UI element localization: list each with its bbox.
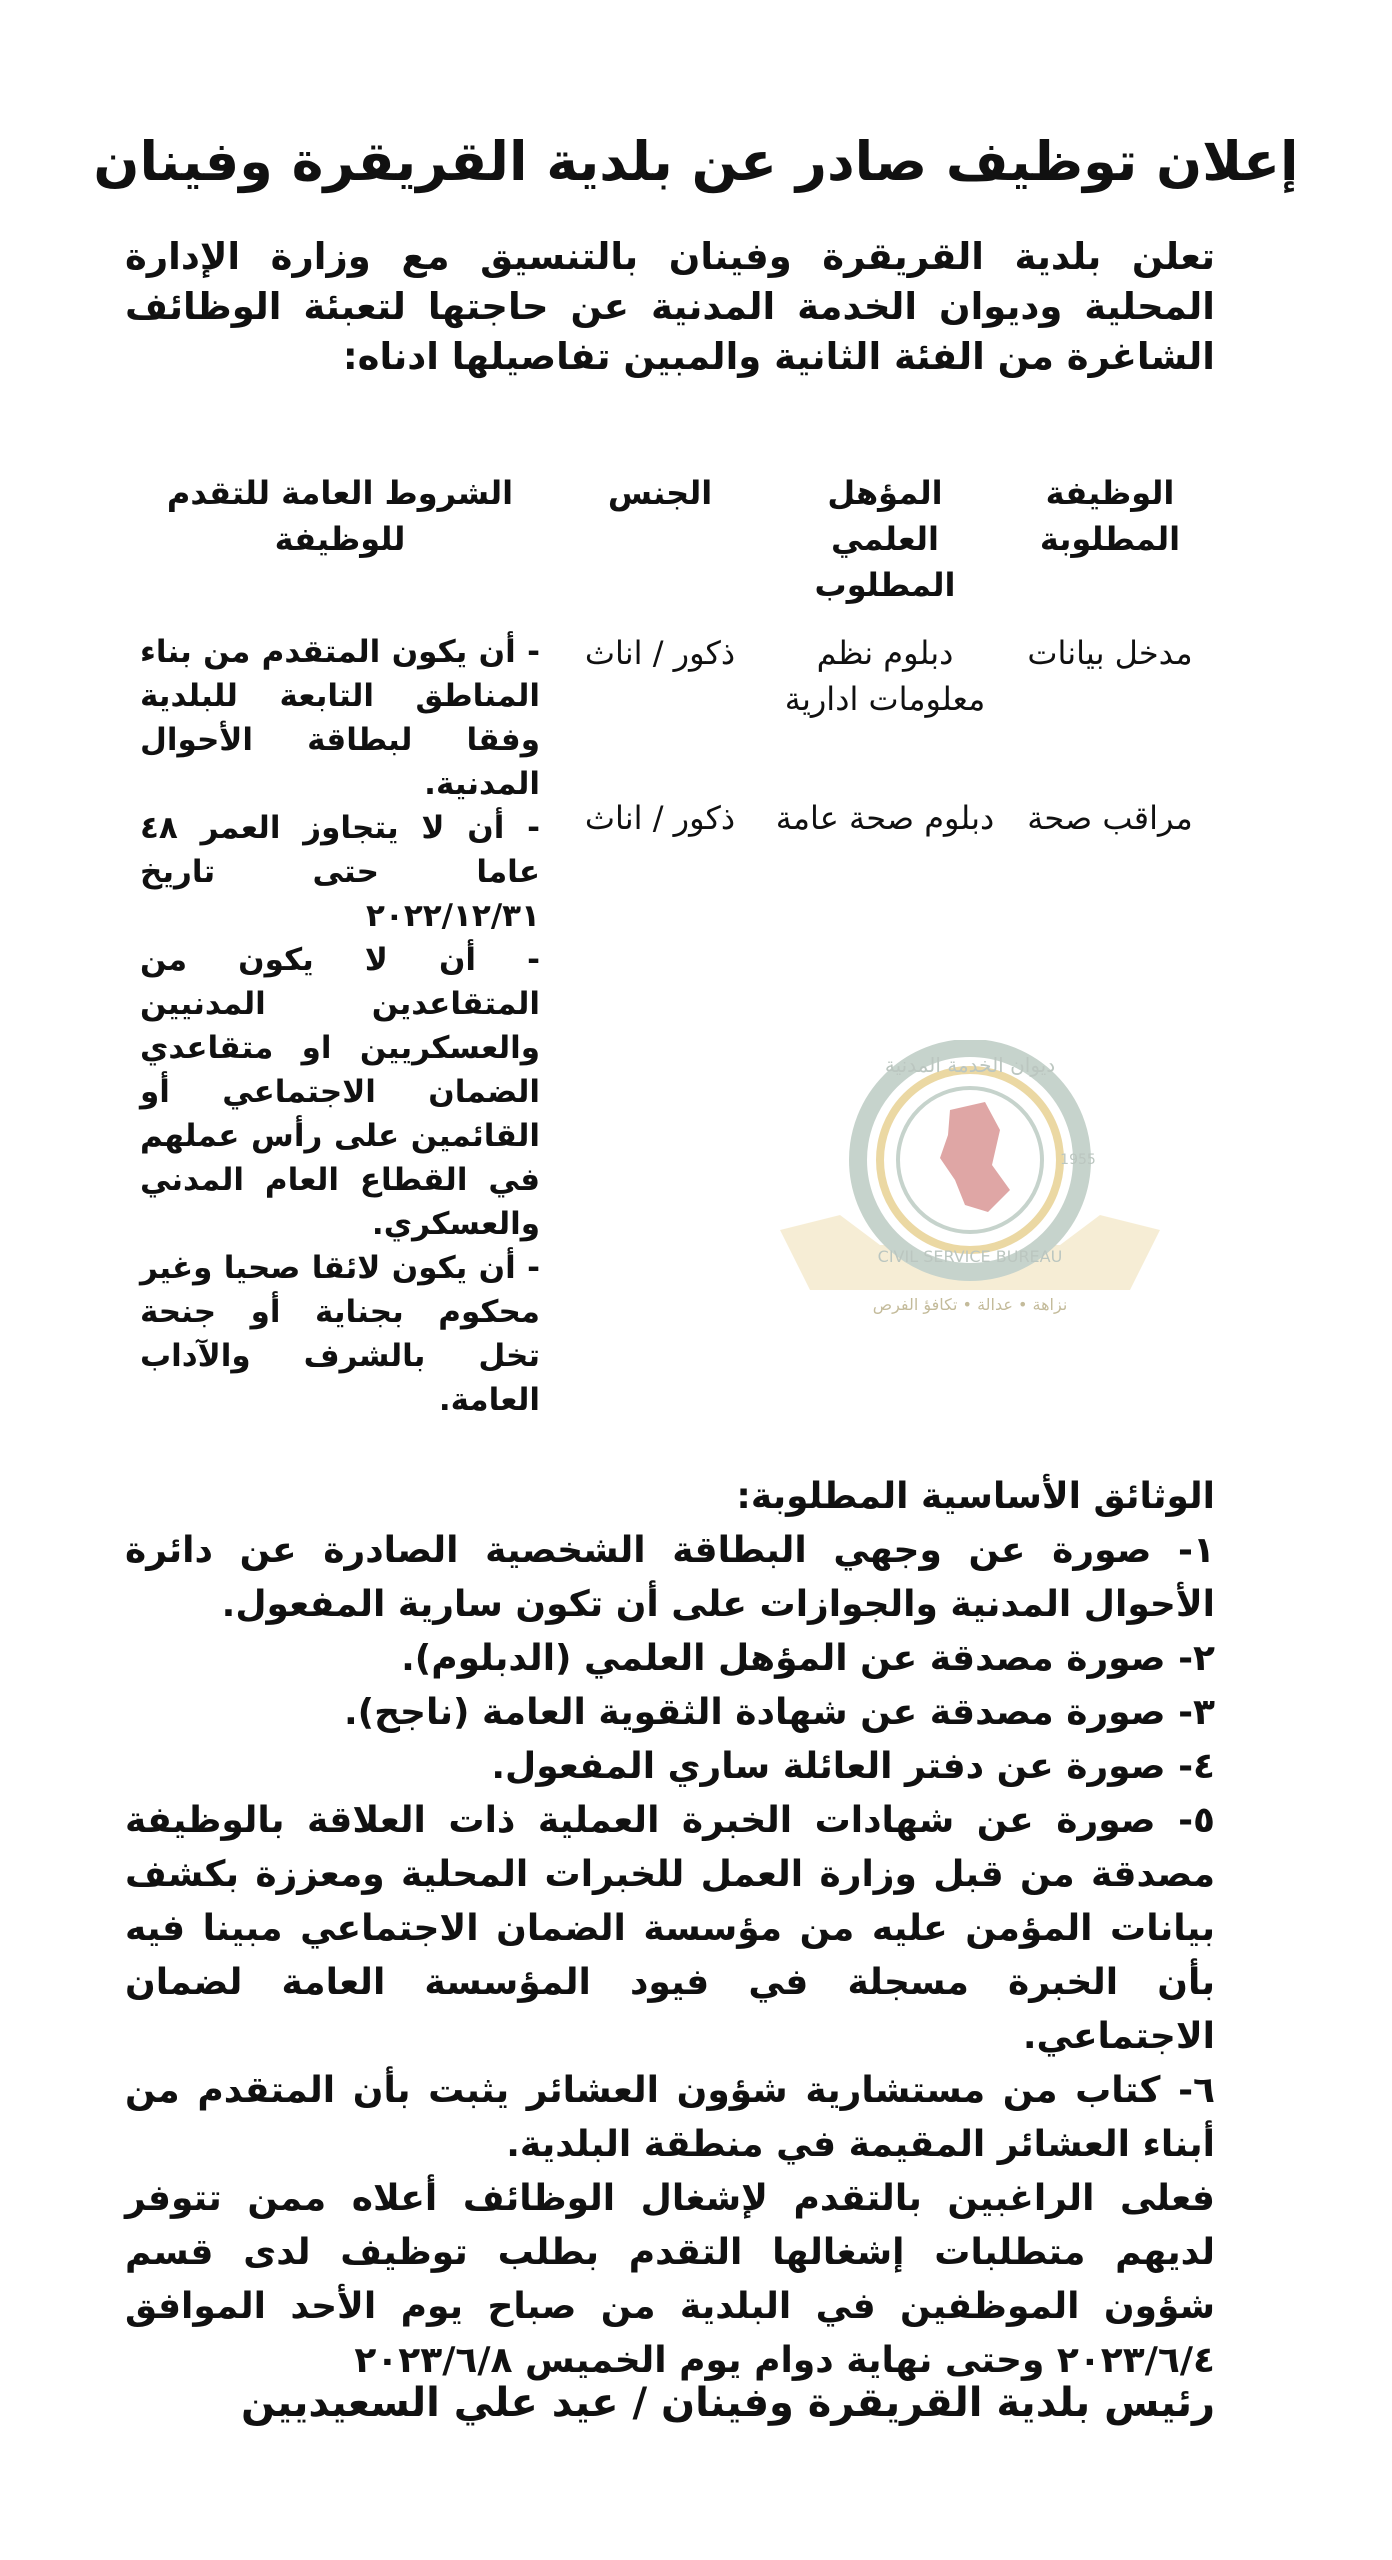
row1-gender: ذكور / اناث bbox=[584, 634, 736, 672]
conditions-list bbox=[140, 630, 540, 1422]
seal-english-name: CIVIL SERVICE BUREAU bbox=[877, 1247, 1063, 1266]
row2-qualification: دبلوم صحة عامة bbox=[775, 799, 995, 837]
document-item: ٢- صورة مصدقة عن المؤهل العلمي (الدبلوم). bbox=[401, 1638, 1215, 1679]
document-item: ٣- صورة مصدقة عن شهادة الثقوية العامة (ناجح). bbox=[343, 1692, 1215, 1733]
row1-qualification: دبلوم نظم معلومات ادارية bbox=[784, 634, 986, 718]
page-title: إعلان توظيف صادر عن بلدية القريقرة وفينان bbox=[93, 130, 1299, 193]
document-item: ٥- صورة عن شهادات الخبرة العملية ذات العلاقة بالوظيفة مصدقة من قبل وزارة العمل للخبرات المحلية ومعززة بكشف بيانات المؤمن عليه من مؤسسة الضمان الاجتماعي مبينا فيه بأن الخبرة مسجلة في فيود المؤسسة العامة لضمان الاجتماعي. bbox=[125, 1800, 1215, 2057]
closing-paragraph: فعلى الراغبين بالتقدم لإشغال الوظائف أعلاه ممن تتوفر لديهم متطلبات إشغالها التقدم بطلب توظيف لدى قسم شؤون الموظفين في البلدية من صباح يوم الأحد الموافق ٢٠٢٣/٦/٤ وحتى نهاية دوام يوم الخميس ٢٠٢٣/٦/٨ bbox=[125, 2178, 1215, 2381]
header-qualification: المؤهل العلمي المطلوب bbox=[814, 474, 956, 604]
document-item: ٦- كتاب من مستشارية شؤون العشائر يثبت بأن المتقدم من أبناء العشائر المقيمة في منطقة البلدية. bbox=[125, 2070, 1215, 2165]
signature: رئيس بلدية القريقرة وفينان / عيد علي السعيديين bbox=[241, 2380, 1215, 2426]
documents-heading: الوثائق الأساسية المطلوبة: bbox=[736, 1476, 1215, 1517]
document-item: ٤- صورة عن دفتر العائلة ساري المفعول. bbox=[491, 1746, 1215, 1787]
condition-item: - أن يكون لائقا صحيا وغير محكوم بجناية أو جنحة تخل بالشرف والآداب العامة. bbox=[140, 1250, 540, 1418]
condition-item: - أن لا يتجاوز العمر ٤٨ عاما حتى تاريخ ٢٠٢٢/١٢/٣١ bbox=[140, 810, 540, 934]
header-gender: الجنس bbox=[607, 474, 713, 512]
intro-paragraph: تعلن بلدية القريقرة وفينان بالتنسيق مع وزارة الإدارة المحلية وديوان الخدمة المدنية عن حاجتها لتعبئة الوظائف الشاغرة من الفئة الثانية والمبين تفاصيلها ادناه: bbox=[125, 235, 1215, 378]
row2-job: مراقب صحة bbox=[1027, 799, 1193, 837]
header-conditions: الشروط العامة للتقدم للوظيفة bbox=[166, 474, 514, 558]
header-job: الوظيفة المطلوبة bbox=[1039, 474, 1181, 558]
required-documents bbox=[125, 1470, 1215, 2388]
jobs-table bbox=[0, 450, 1392, 1430]
seal-motto: نزاهة • عدالة • تكافؤ الفرص bbox=[872, 1295, 1068, 1314]
row2-gender: ذكور / اناث bbox=[584, 799, 736, 837]
condition-item: - أن لا يكون من المتقاعدين المدنيين والعسكريين او متقاعدي الضمان الاجتماعي أو القائمين على رأس عملهم في القطاع العام المدني والعسكري. bbox=[140, 942, 540, 1242]
document-item: ١- صورة عن وجهي البطاقة الشخصية الصادرة عن دائرة الأحوال المدنية والجوازات على أن تكون سارية المفعول. bbox=[125, 1530, 1215, 1625]
civil-service-seal-watermark bbox=[760, 1040, 1180, 1330]
row1-job: مدخل بيانات bbox=[1027, 634, 1193, 672]
seal-year: 1955 bbox=[1060, 1152, 1096, 1168]
seal-arabic-name: ديوان الخدمة المدنية bbox=[884, 1053, 1056, 1077]
condition-item: - أن يكون المتقدم من بناء المناطق التابعة للبلدية وفقا لبطاقة الأحوال المدنية. bbox=[140, 634, 540, 802]
